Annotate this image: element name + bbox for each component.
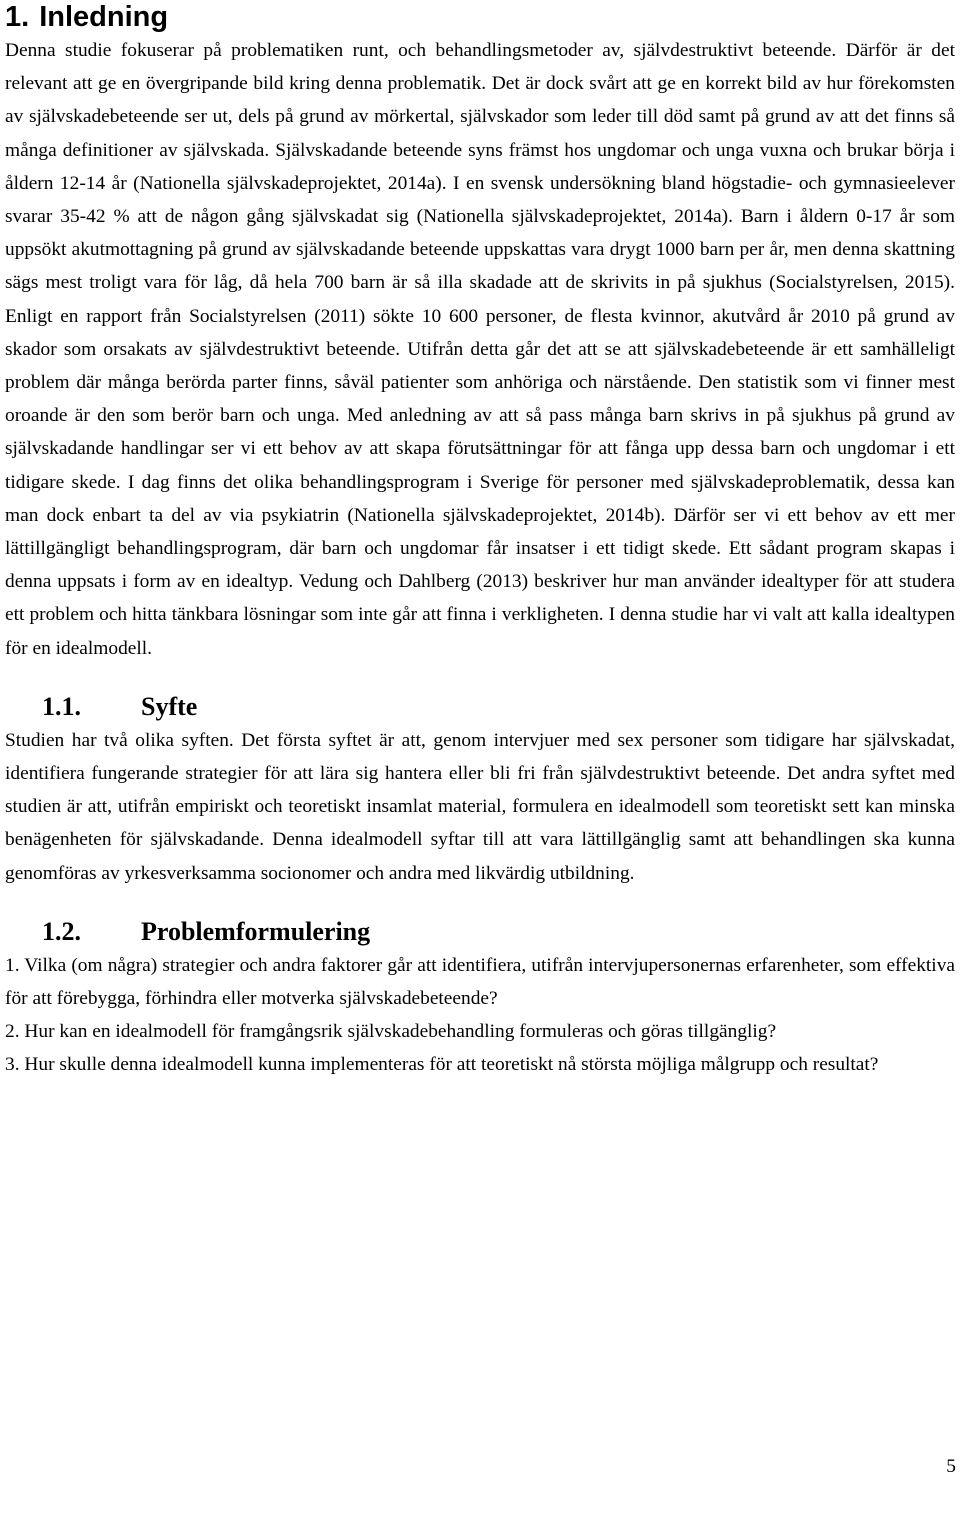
syfte-paragraph: Studien har två olika syften. Det första syftet är att, genom intervjuer med sex personer som tidigare har självskadat, identifiera fungerande strategier för att lära sig hantera eller bli fri från självdestruktivt beteende. Det andra syftet med studien är att, utifrån empiriskt och teoretiskt insamlat material, formulera en idealmodell som teoretiskt sett kan minska benägenheten för självskadande. Denna idealmodell syftar till att vara lättillgänglig samt att behandlingen ska kunna genomföras av yrkesverksamma socionomer och andra med likvärdig utbildning. bbox=[5, 729, 955, 884]
research-question: 2. Hur kan en idealmodell för framgångsrik självskadebehandling formuleras och göras tillgänglig? bbox=[5, 1021, 777, 1043]
chapter-heading bbox=[5, 0, 955, 34]
intro-paragraph: Denna studie fokuserar på problematiken runt, och behandlingsmetoder av, självdestruktivt beteende. Därför är det relevant att ge en övergripande bild kring denna problematik. Det är dock svårt att ge en korrekt bild av hur förekomsten av självskadebeteende ser ut, dels på grund av mörkertal, självskador som leder till död samt på grund av att det finns så många definitioner av självskada. Självskadande beteende syns främst hos ungdomar och unga vuxna och brukar börja i åldern 12-14 år (Nationella självskadeprojektet, 2014a). I en svensk undersökning bland högstadie- och gymnasieelever svarar 35-42 % att de någon gång självskadat sig (Nationella självskadeprojektet, 2014a). Barn i åldern 0-17 år som uppsökt akutmottagning på grund av självskadande beteende uppskattas vara drygt 1000 barn per år, men denna skattning sägs mest troligt vara för låg, då hela 700 barn är så illa skadade att de skrivits in på sjukhus (Socialstyrelsen, 2015). Enligt en rapport från Socialstyrelsen (2011) sökte 10 600 personer, de flesta kvinnor, akutvård år 2010 på grund av skador som orsakats av självdestruktivt beteende. Utifrån detta går det att se att självskadebeteende är ett samhälleligt problem där många berörda parter finns, såväl patienter som anhöriga och närstående. Den statistik som vi finner mest oroande är den som berör barn och unga. Med anledning av att så pass många barn skrivs in på sjukhus på grund av självskadande handlingar ser vi ett behov av att skapa förutsättningar för att fånga upp dessa barn och ungdomar i ett tidigare skede. I dag finns det olika behandlingsprogram i Sverige för personer med självskadeproblematik, dessa kan man dock enbart ta del av via psykiatrin (Nationella självskadeprojektet, 2014b). Därför ser vi ett behov av ett mer lättillgängligt behandlingsprogram, där barn och ungdomar får insatser i ett tidigt skede. Ett sådant program skapas i denna uppsats i form av en idealtyp. Vedung och Dahlberg (2013) beskriver hur man använder idealtyper för att studera ett problem och hitta tänkbara lösningar som inte går att finna i verkligheten. I denna studie har vi valt att kalla idealtypen för en idealmodell. bbox=[5, 40, 955, 659]
section-number-problemformulering: 1.2. bbox=[42, 916, 81, 946]
research-questions-list bbox=[5, 949, 955, 1082]
chapter-number: 1. bbox=[5, 1, 30, 33]
section-title-syfte: Syfte bbox=[141, 691, 198, 721]
page-number: 5 bbox=[946, 1456, 956, 1477]
section-number-syfte: 1.1. bbox=[42, 691, 81, 721]
section-heading-problemformulering bbox=[5, 915, 955, 949]
research-question: 1. Vilka (om några) strategier och andra faktorer går att identifiera, utifrån intervjupersonernas erfarenheter, som effektiva för att förebygga, förhindra eller motverka självskadebeteende? bbox=[5, 954, 955, 1010]
document-page bbox=[5, 0, 955, 1082]
section-heading-syfte bbox=[5, 690, 955, 724]
research-question: 3. Hur skulle denna idealmodell kunna implementeras för att teoretiskt nå största möjliga målgrupp och resultat? bbox=[5, 1054, 879, 1076]
chapter-title: Inledning bbox=[39, 1, 169, 33]
section-title-problemformulering: Problemformulering bbox=[141, 916, 371, 946]
